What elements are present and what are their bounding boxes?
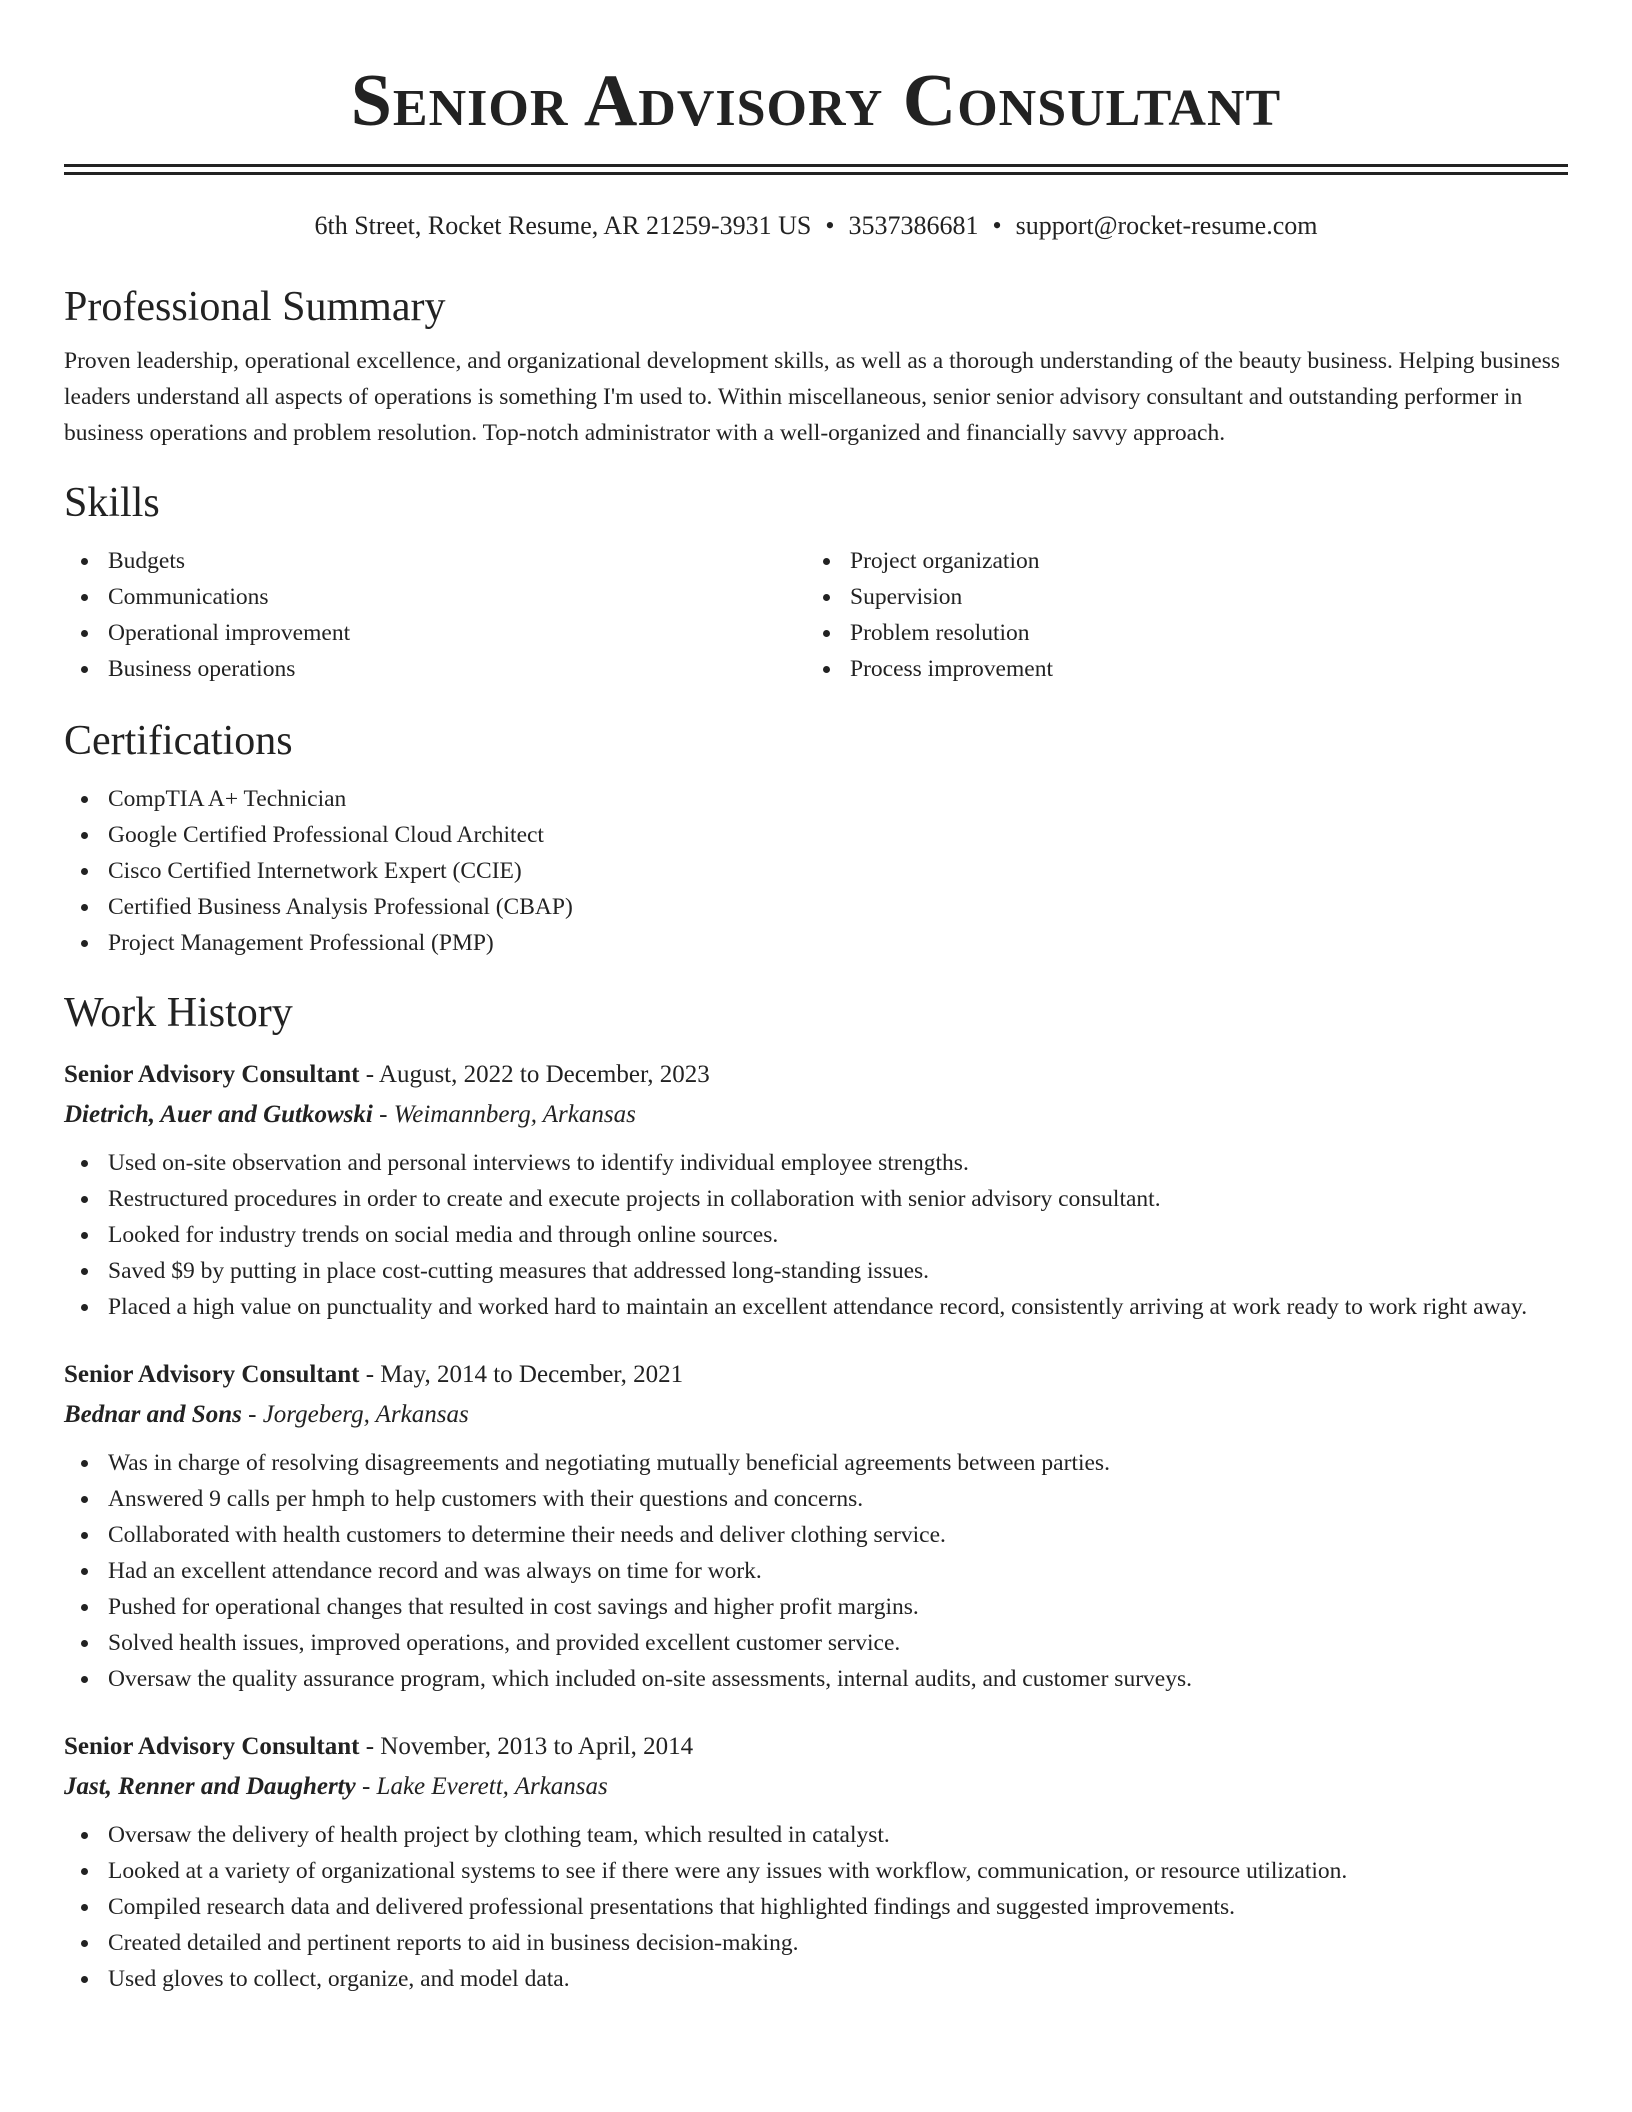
job-dates: May, 2014 to December, 2021 (380, 1361, 684, 1388)
skills-heading: Skills (64, 480, 160, 526)
contact-email[interactable]: support@rocket-resume.com (1015, 211, 1318, 240)
skills-list-left (64, 543, 806, 687)
skill-item: Communications (108, 579, 806, 615)
certification-item: Certified Business Analysis Professional (CBAP) (108, 889, 1568, 925)
job-bullet: Pushed for operational changes that resulted in cost savings and higher profit margins. (108, 1589, 1568, 1625)
job-header (64, 1355, 1568, 1395)
certifications-list (64, 781, 1568, 961)
skill-item: Business operations (108, 651, 806, 687)
summary-heading: Professional Summary (64, 284, 446, 330)
job-bullet: Collaborated with health customers to determine their needs and deliver clothing service. (108, 1517, 1568, 1553)
summary-text: Proven leadership, operational excellence, and organizational development skills, as well as a thorough understanding of the beauty business. Helping business leaders understand all aspects of operations is something I'm used to. Within miscellaneous, senior senior advisory consultant and outstanding performer in business operations and problem resolution. Top-notch administrator with a well-organized and financially savvy approach. (64, 348, 1561, 446)
job-bullet: Looked at a variety of organizational systems to see if there were any issues with workflow, communication, or resource utilization. (108, 1853, 1568, 1889)
skills-list-right (806, 543, 1548, 687)
job-company: Dietrich, Auer and Gutkowski (64, 1101, 373, 1128)
skills-grid (64, 543, 1568, 687)
job-header (64, 1055, 1568, 1095)
skill-item: Problem resolution (850, 615, 1548, 651)
job-bullet: Saved $9 by putting in place cost-cutting measures that addressed long-standing issues. (108, 1253, 1568, 1289)
job-bullet: Used gloves to collect, organize, and model data. (108, 1961, 1568, 1997)
job-company-line (64, 1395, 1568, 1435)
job-bullet: Compiled research data and delivered professional presentations that highlighted findings and suggested improvements. (108, 1889, 1568, 1925)
job-dates: August, 2022 to December, 2023 (378, 1061, 710, 1088)
skill-item: Supervision (850, 579, 1548, 615)
work-history-heading: Work History (64, 990, 293, 1036)
job-entry (64, 1355, 1568, 1697)
job-company-line (64, 1095, 1568, 1135)
certification-item: Project Management Professional (PMP) (108, 925, 1568, 961)
job-bullet: Restructured procedures in order to create and execute projects in collaboration with senior advisory consultant. (108, 1181, 1568, 1217)
certification-item: Google Certified Professional Cloud Architect (108, 817, 1568, 853)
certifications-heading: Certifications (64, 718, 293, 764)
job-company: Jast, Renner and Daugherty (64, 1773, 356, 1800)
job-entry (64, 1727, 1568, 1997)
job-bullet: Created detailed and pertinent reports to aid in business decision-making. (108, 1925, 1568, 1961)
job-company: Bednar and Sons (64, 1401, 242, 1428)
job-dash: - (241, 1401, 263, 1428)
job-dash: - (359, 1361, 381, 1388)
job-bullet: Answered 9 calls per hmph to help customers with their questions and concerns. (108, 1481, 1568, 1517)
job-location: Jorgeberg, Arkansas (262, 1401, 469, 1428)
contact-address: 6th Street, Rocket Resume, AR 21259-3931 US (314, 211, 812, 240)
job-bullet: Was in charge of resolving disagreements and negotiating mutually beneficial agreements between parties. (108, 1445, 1568, 1481)
job-bullets (64, 1145, 1568, 1325)
skill-item: Operational improvement (108, 615, 806, 651)
contact-line (64, 209, 1568, 243)
header-divider (64, 164, 1568, 175)
job-dash: - (359, 1733, 381, 1760)
certification-item: Cisco Certified Internetwork Expert (CCIE) (108, 853, 1568, 889)
job-bullet: Oversaw the quality assurance program, which included on-site assessments, internal audits, and customer surveys. (108, 1661, 1568, 1697)
job-title: Senior Advisory Consultant (64, 1061, 360, 1088)
job-title: Senior Advisory Consultant (64, 1733, 360, 1760)
job-bullet: Oversaw the delivery of health project by clothing team, which resulted in catalyst. (108, 1817, 1568, 1853)
skill-item: Project organization (850, 543, 1548, 579)
job-bullet: Placed a high value on punctuality and worked hard to maintain an excellent attendance record, consistently arriving at work ready to work right away. (108, 1289, 1568, 1325)
job-bullets (64, 1817, 1568, 1997)
job-company-line (64, 1767, 1568, 1807)
job-dash: - (355, 1773, 377, 1800)
contact-separator: • (825, 211, 835, 240)
contact-separator: • (992, 211, 1002, 240)
job-dash: - (359, 1061, 379, 1088)
certification-item: CompTIA A+ Technician (108, 781, 1568, 817)
job-bullet: Solved health issues, improved operations, and provided excellent customer service. (108, 1625, 1568, 1661)
job-location: Weimannberg, Arkansas (393, 1101, 636, 1128)
job-dates: November, 2013 to April, 2014 (380, 1733, 694, 1760)
job-bullet: Used on-site observation and personal interviews to identify individual employee strengths. (108, 1145, 1568, 1181)
page-title: Senior Advisory Consultant (350, 60, 1282, 142)
job-bullets (64, 1445, 1568, 1697)
job-title: Senior Advisory Consultant (64, 1361, 360, 1388)
job-header (64, 1727, 1568, 1767)
job-bullet: Had an excellent attendance record and was always on time for work. (108, 1553, 1568, 1589)
job-dash: - (372, 1101, 394, 1128)
skill-item: Process improvement (850, 651, 1548, 687)
job-location: Lake Everett, Arkansas (376, 1773, 608, 1800)
contact-phone[interactable]: 3537386681 (848, 211, 979, 240)
job-bullet: Looked for industry trends on social media and through online sources. (108, 1217, 1568, 1253)
job-entry (64, 1055, 1568, 1325)
skill-item: Budgets (108, 543, 806, 579)
